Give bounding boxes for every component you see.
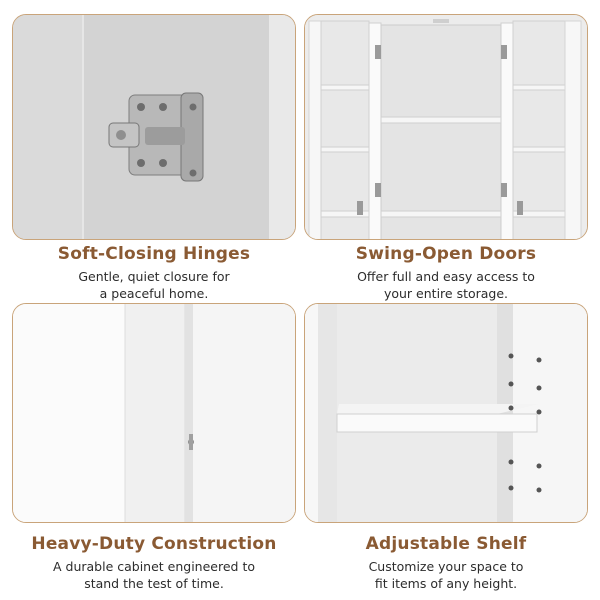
feature-caption-construction <box>12 533 296 592</box>
feature-desc-line: fit items of any height. <box>374 576 518 591</box>
feature-desc-line: Gentle, quiet closure for <box>78 269 230 284</box>
feature-title: Swing-Open Doors <box>355 244 537 264</box>
feature-desc-line: your entire storage. <box>383 286 509 301</box>
adjustable-shelf-image <box>305 304 588 523</box>
hinge-photo-card <box>12 14 296 240</box>
open-doors-photo-card <box>304 14 588 240</box>
feature-title: Adjustable Shelf <box>365 534 527 554</box>
feature-desc-line: Offer full and easy access to <box>357 269 535 284</box>
construction-photo-card <box>12 303 296 523</box>
cabinet-edge-image <box>13 304 296 523</box>
feature-title: Heavy-Duty Construction <box>31 534 277 554</box>
feature-title: Soft-Closing Hinges <box>57 244 251 264</box>
open-cabinet-image <box>305 15 588 240</box>
feature-desc-line: a peaceful home. <box>99 286 209 301</box>
feature-desc-line: stand the test of time. <box>84 576 224 591</box>
feature-caption-doors <box>304 243 588 302</box>
feature-caption-shelf <box>304 533 588 592</box>
feature-caption-hinges <box>12 243 296 302</box>
shelf-photo-card <box>304 303 588 523</box>
feature-desc-line: A durable cabinet engineered to <box>52 559 255 574</box>
soft-close-hinge-image <box>13 15 296 240</box>
feature-desc-line: Customize your space to <box>368 559 524 574</box>
